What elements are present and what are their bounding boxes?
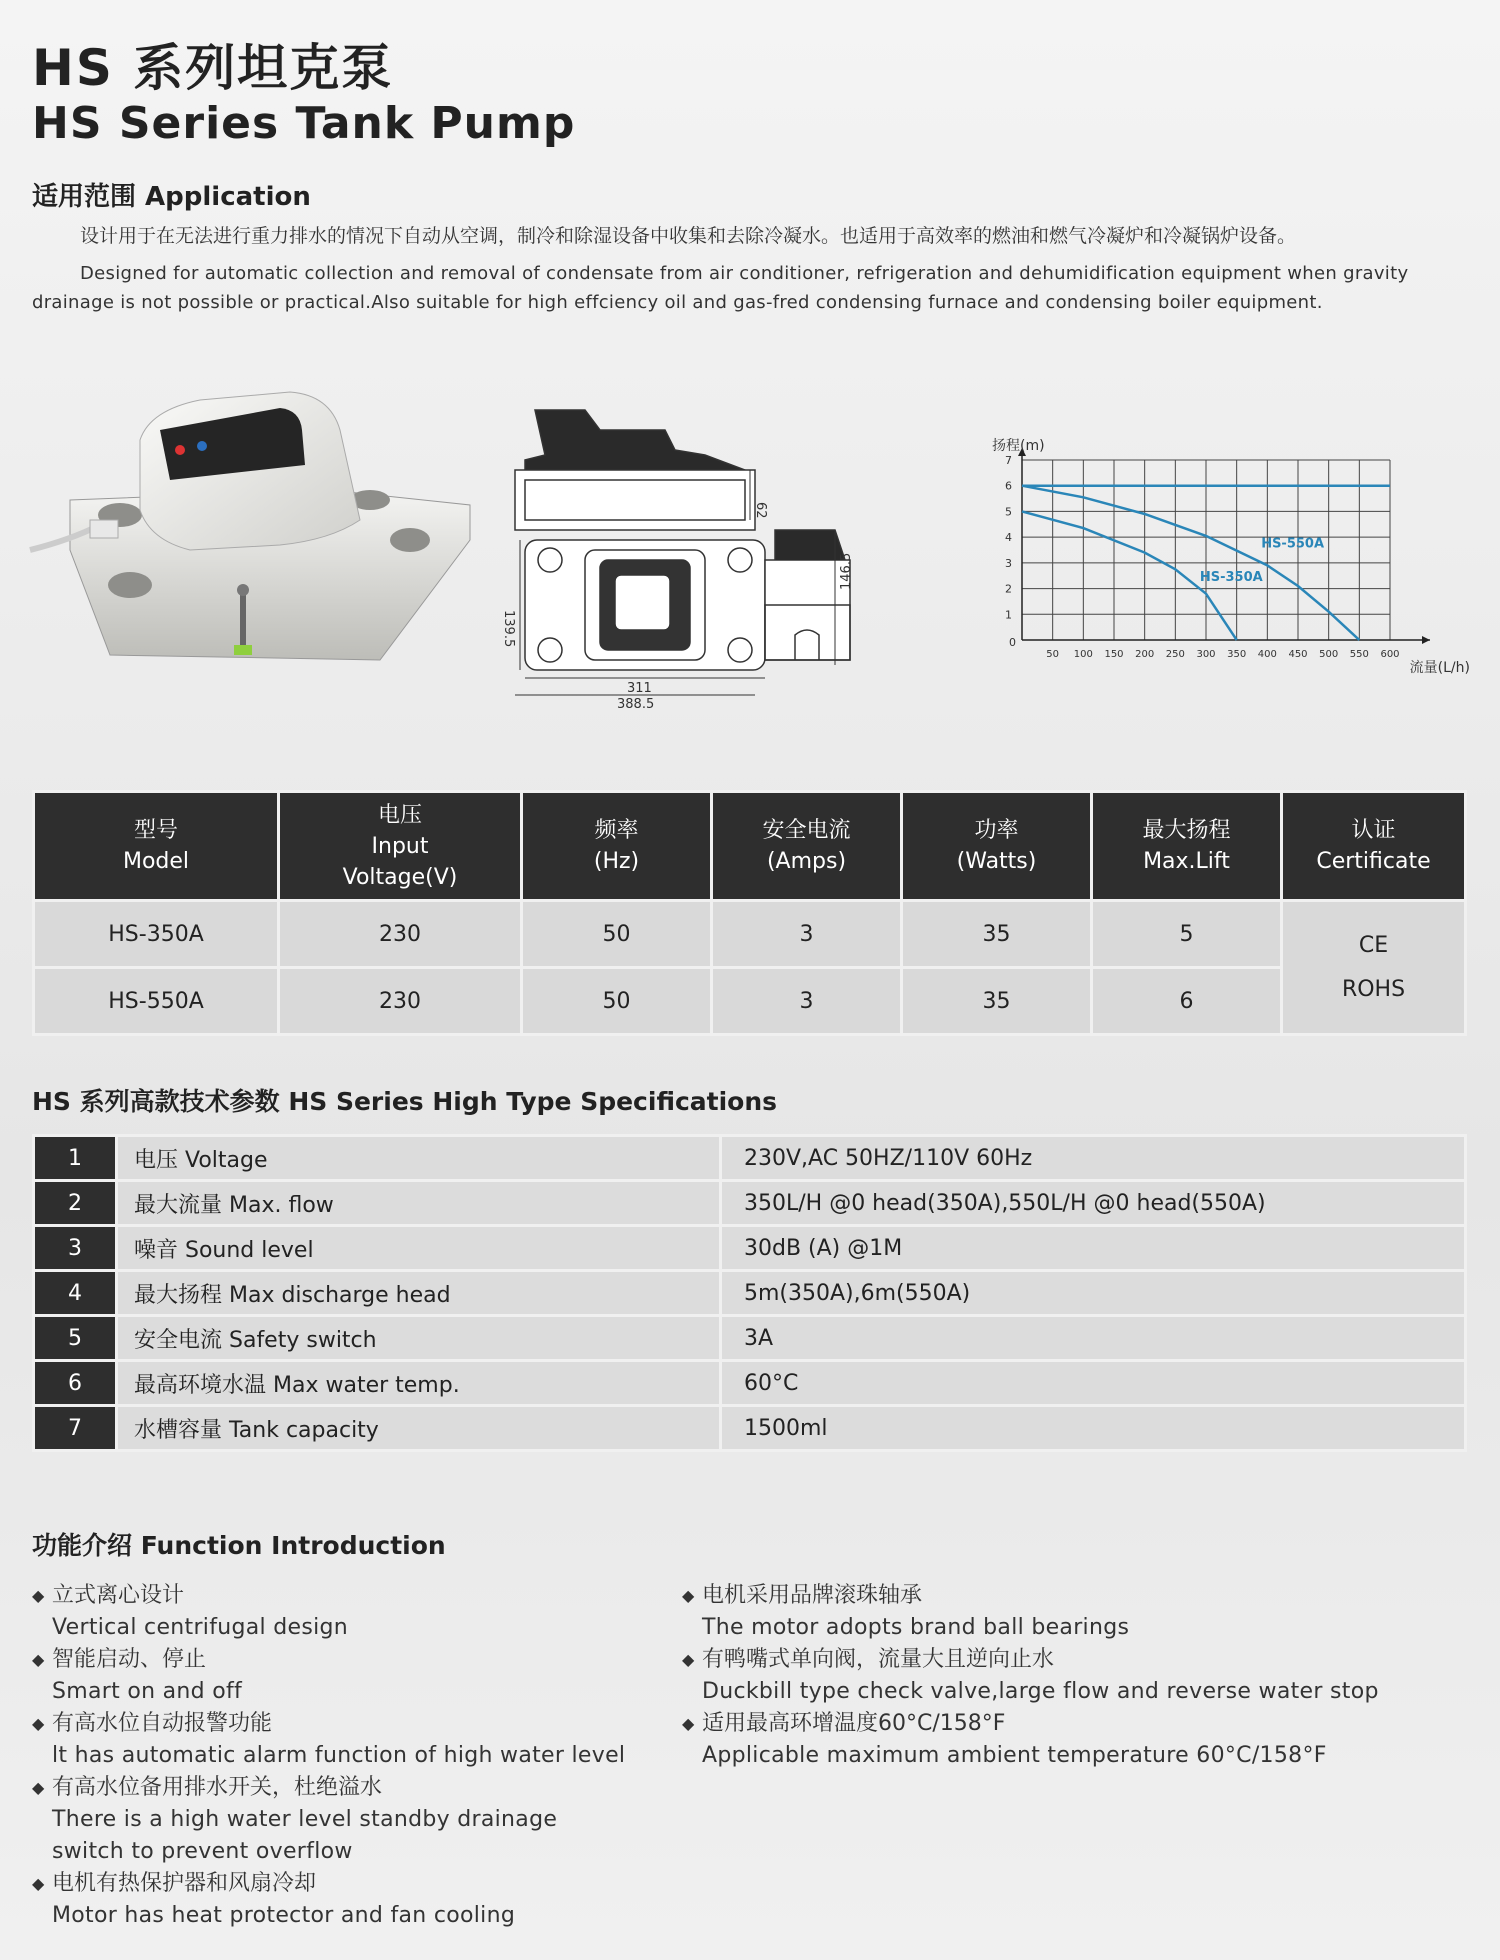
x-tick-label: 350 [1227,649,1247,660]
header-cell-0 [34,792,279,901]
application-text [32,222,1462,317]
header-cn: 认证 [1351,818,1396,843]
header-en: Input [371,833,429,859]
functions-heading: 功能介绍 Function Introduction [32,1531,446,1560]
feature-cn: 适用最高环增温度60°C/158°F [702,1711,1006,1736]
x-tick-label: 200 [1135,649,1155,660]
header-cn: 频率 [594,818,639,843]
feature-item [32,1580,672,1644]
spec-label: 安全电流 Safety switch [117,1316,721,1361]
application-heading: 适用范围 Application [32,182,311,212]
functions-left [32,1580,672,1932]
spec-label: 最高环境水温 Max water temp. [117,1361,721,1406]
table-cell: 35 [902,968,1092,1035]
spec-row [34,1226,1466,1271]
table-cell: HS-350A [34,901,279,968]
certificate-cell [1282,901,1466,1035]
functions-right [682,1580,1472,1772]
feature-item [682,1580,1472,1644]
certificate-item: CE [1358,932,1389,958]
y-tick-label: 5 [1005,505,1012,519]
bullet-icon: ◆ [32,1874,45,1893]
header-en: (Amps) [766,849,847,874]
spec-label: 电压 Voltage [117,1136,721,1181]
feature-cn: 有高水位自动报警功能 [52,1711,273,1736]
feature-en: There is a high water level standby drainage [52,1807,558,1832]
bullet-icon: ◆ [682,1586,695,1605]
table-cell: 6 [1092,968,1282,1035]
header-en: Max.Lift [1143,849,1230,874]
table-cell: 50 [522,901,712,968]
spec-number: 5 [34,1316,117,1361]
y-tick-label: 3 [1005,556,1012,570]
bullet-icon: ◆ [32,1714,45,1733]
y-tick-label: 1 [1005,608,1012,622]
application-text-en: Designed for automatic collection and removal of condensate from air conditioner, refrigeration and dehumidification equipment when gravity drainage is not possible or practical.Also suitable for high effciency oil and gas-fred condensing furnace and condensing boiler equipment. [32,263,1409,313]
feature-en: Smart on and off [52,1679,243,1704]
header-cn: 功率 [974,818,1019,843]
bullet-icon: ◆ [32,1650,45,1669]
dim-height-total: 146.5 [839,552,854,590]
feature-item [32,1644,672,1708]
y-tick-label: 4 [1005,531,1012,545]
dim-width-total: 388.5 [617,697,655,712]
spec-value: 350L/H @0 head(350A),550L/H @0 head(550A) [721,1181,1466,1226]
dim-width-inner: 311 [627,681,652,696]
feature-cn: 有鸭嘴式单向阀，流量大且逆向止水 [702,1647,1055,1672]
spec-label: 噪音 Sound level [117,1226,721,1271]
header-cell-3 [712,792,902,901]
header-en: Model [122,849,190,874]
x-tick-label: 300 [1196,649,1216,660]
feature-en2: switch to prevent overflow [52,1839,353,1864]
table-cell: 3 [712,901,902,968]
bullet-icon: ◆ [682,1714,695,1733]
title-cn: HS 系列坦克泵 [32,39,394,97]
x-tick-label: 400 [1257,649,1277,660]
spec-number: 1 [34,1136,117,1181]
header-en: Certificate [1316,849,1431,874]
table-cell: 230 [279,901,522,968]
header-cell-6 [1282,792,1466,901]
y-tick-label: 2 [1005,582,1012,596]
spec-value: 5m(350A),6m(550A) [721,1271,1466,1316]
spec-row [34,1181,1466,1226]
x-tick-label: 450 [1288,649,1308,660]
product-images [0,390,1500,750]
x-axis-label: 流量(L/h) [1409,660,1470,676]
feature-en: Motor has heat protector and fan cooling [52,1903,516,1928]
spec-label: 最大流量 Max. flow [117,1181,721,1226]
spec-value: 3A [721,1316,1466,1361]
feature-cn: 电机采用品牌滚珠轴承 [702,1583,923,1608]
spec-row [34,1136,1466,1181]
header-cell-5 [1092,792,1282,901]
bullet-icon: ◆ [682,1650,695,1669]
pump-photo [30,390,480,690]
spec-value: 1500ml [721,1406,1466,1451]
spec-number: 2 [34,1181,117,1226]
x-tick-label: 550 [1349,649,1369,660]
spec-row [34,1271,1466,1316]
y-tick-label: 7 [1005,454,1012,467]
table-row [34,968,1466,1035]
title-en: HS Series Tank Pump [32,98,576,149]
header-cn: 电压 [377,802,422,828]
header-cn: 安全电流 [762,818,851,843]
bullet-icon: ◆ [32,1778,45,1797]
table-cell: 230 [279,968,522,1035]
header-cell-4 [902,792,1092,901]
x-tick-label: 250 [1165,649,1185,660]
feature-cn: 有高水位备用排水开关，杜绝溢水 [52,1775,383,1800]
certificate-item: ROHS [1341,976,1406,1002]
x-tick-label: 500 [1319,649,1339,660]
spec-table [32,1134,1467,1452]
x-tick-label: 50 [1046,649,1060,660]
application-text-cn: 设计用于在无法进行重力排水的情况下自动从空调，制冷和除湿设备中收集和去除冷凝水。也适用于高效率的燃油和燃气冷凝炉和冷凝锅炉设备。 [80,225,1297,247]
spec-heading: HS 系列高款技术参数 HS Series High Type Specifications [32,1087,778,1116]
spec-row [34,1361,1466,1406]
performance-chart [970,440,1475,712]
feature-en: Applicable maximum ambient temperature 60°C/158°F [702,1743,1327,1768]
y-tick-label: 6 [1005,479,1012,493]
spec-value: 30dB (A) @1M [721,1226,1466,1271]
dimension-drawings [501,410,855,740]
table-cell: 35 [902,901,1092,968]
feature-item [682,1644,1472,1708]
feature-cn: 电机有热保护器和风扇冷却 [52,1871,317,1896]
x-tick-label: 150 [1104,649,1124,660]
feature-item [682,1708,1472,1772]
header-cn: 型号 [133,818,178,843]
feature-en: Duckbill type check valve,large flow and reverse water stop [702,1679,1379,1704]
feature-en: The motor adopts brand ball bearings [702,1615,1130,1640]
spec-label: 最大扬程 Max discharge head [117,1271,721,1316]
feature-cn: 智能启动、停止 [52,1647,207,1672]
bullet-icon: ◆ [32,1586,45,1605]
spec-value: 60°C [721,1361,1466,1406]
header-cn: 最大扬程 [1142,818,1231,843]
series-label: HS-350A [1199,569,1263,585]
x-tick-label: 600 [1380,649,1400,660]
model-table [32,790,1467,1036]
spec-row [34,1406,1466,1451]
feature-item [32,1868,672,1932]
header-en: (Watts) [956,849,1037,874]
header-cell-2 [522,792,712,901]
spec-number: 7 [34,1406,117,1451]
feature-item [32,1708,672,1772]
origin-label: 0 [1009,636,1016,649]
header-en2: Voltage(V) [342,864,458,890]
dim-height-side: 62 [753,502,768,519]
table-cell: 5 [1092,901,1282,968]
spec-number: 4 [34,1271,117,1316]
feature-en: Vertical centrifugal design [52,1615,349,1640]
table-cell: 50 [522,968,712,1035]
table-cell: 3 [712,968,902,1035]
y-axis-label: 扬程(m) [992,438,1045,454]
feature-cn: 立式离心设计 [52,1583,185,1608]
table-row [34,901,1466,968]
header-cell-1 [279,792,522,901]
spec-number: 3 [34,1226,117,1271]
spec-label: 水槽容量 Tank capacity [117,1406,721,1451]
series-label: HS-550A [1261,536,1325,552]
feature-item [32,1772,672,1868]
spec-value: 230V,AC 50HZ/110V 60Hz [721,1136,1466,1181]
feature-en: lt has automatic alarm function of high water level [52,1743,626,1768]
table-cell: HS-550A [34,968,279,1035]
dim-depth: 139.5 [501,610,516,648]
spec-row [34,1316,1466,1361]
spec-number: 6 [34,1361,117,1406]
x-tick-label: 100 [1073,649,1093,660]
x-axis-arrow [1422,636,1430,644]
header-en: (Hz) [593,849,640,874]
